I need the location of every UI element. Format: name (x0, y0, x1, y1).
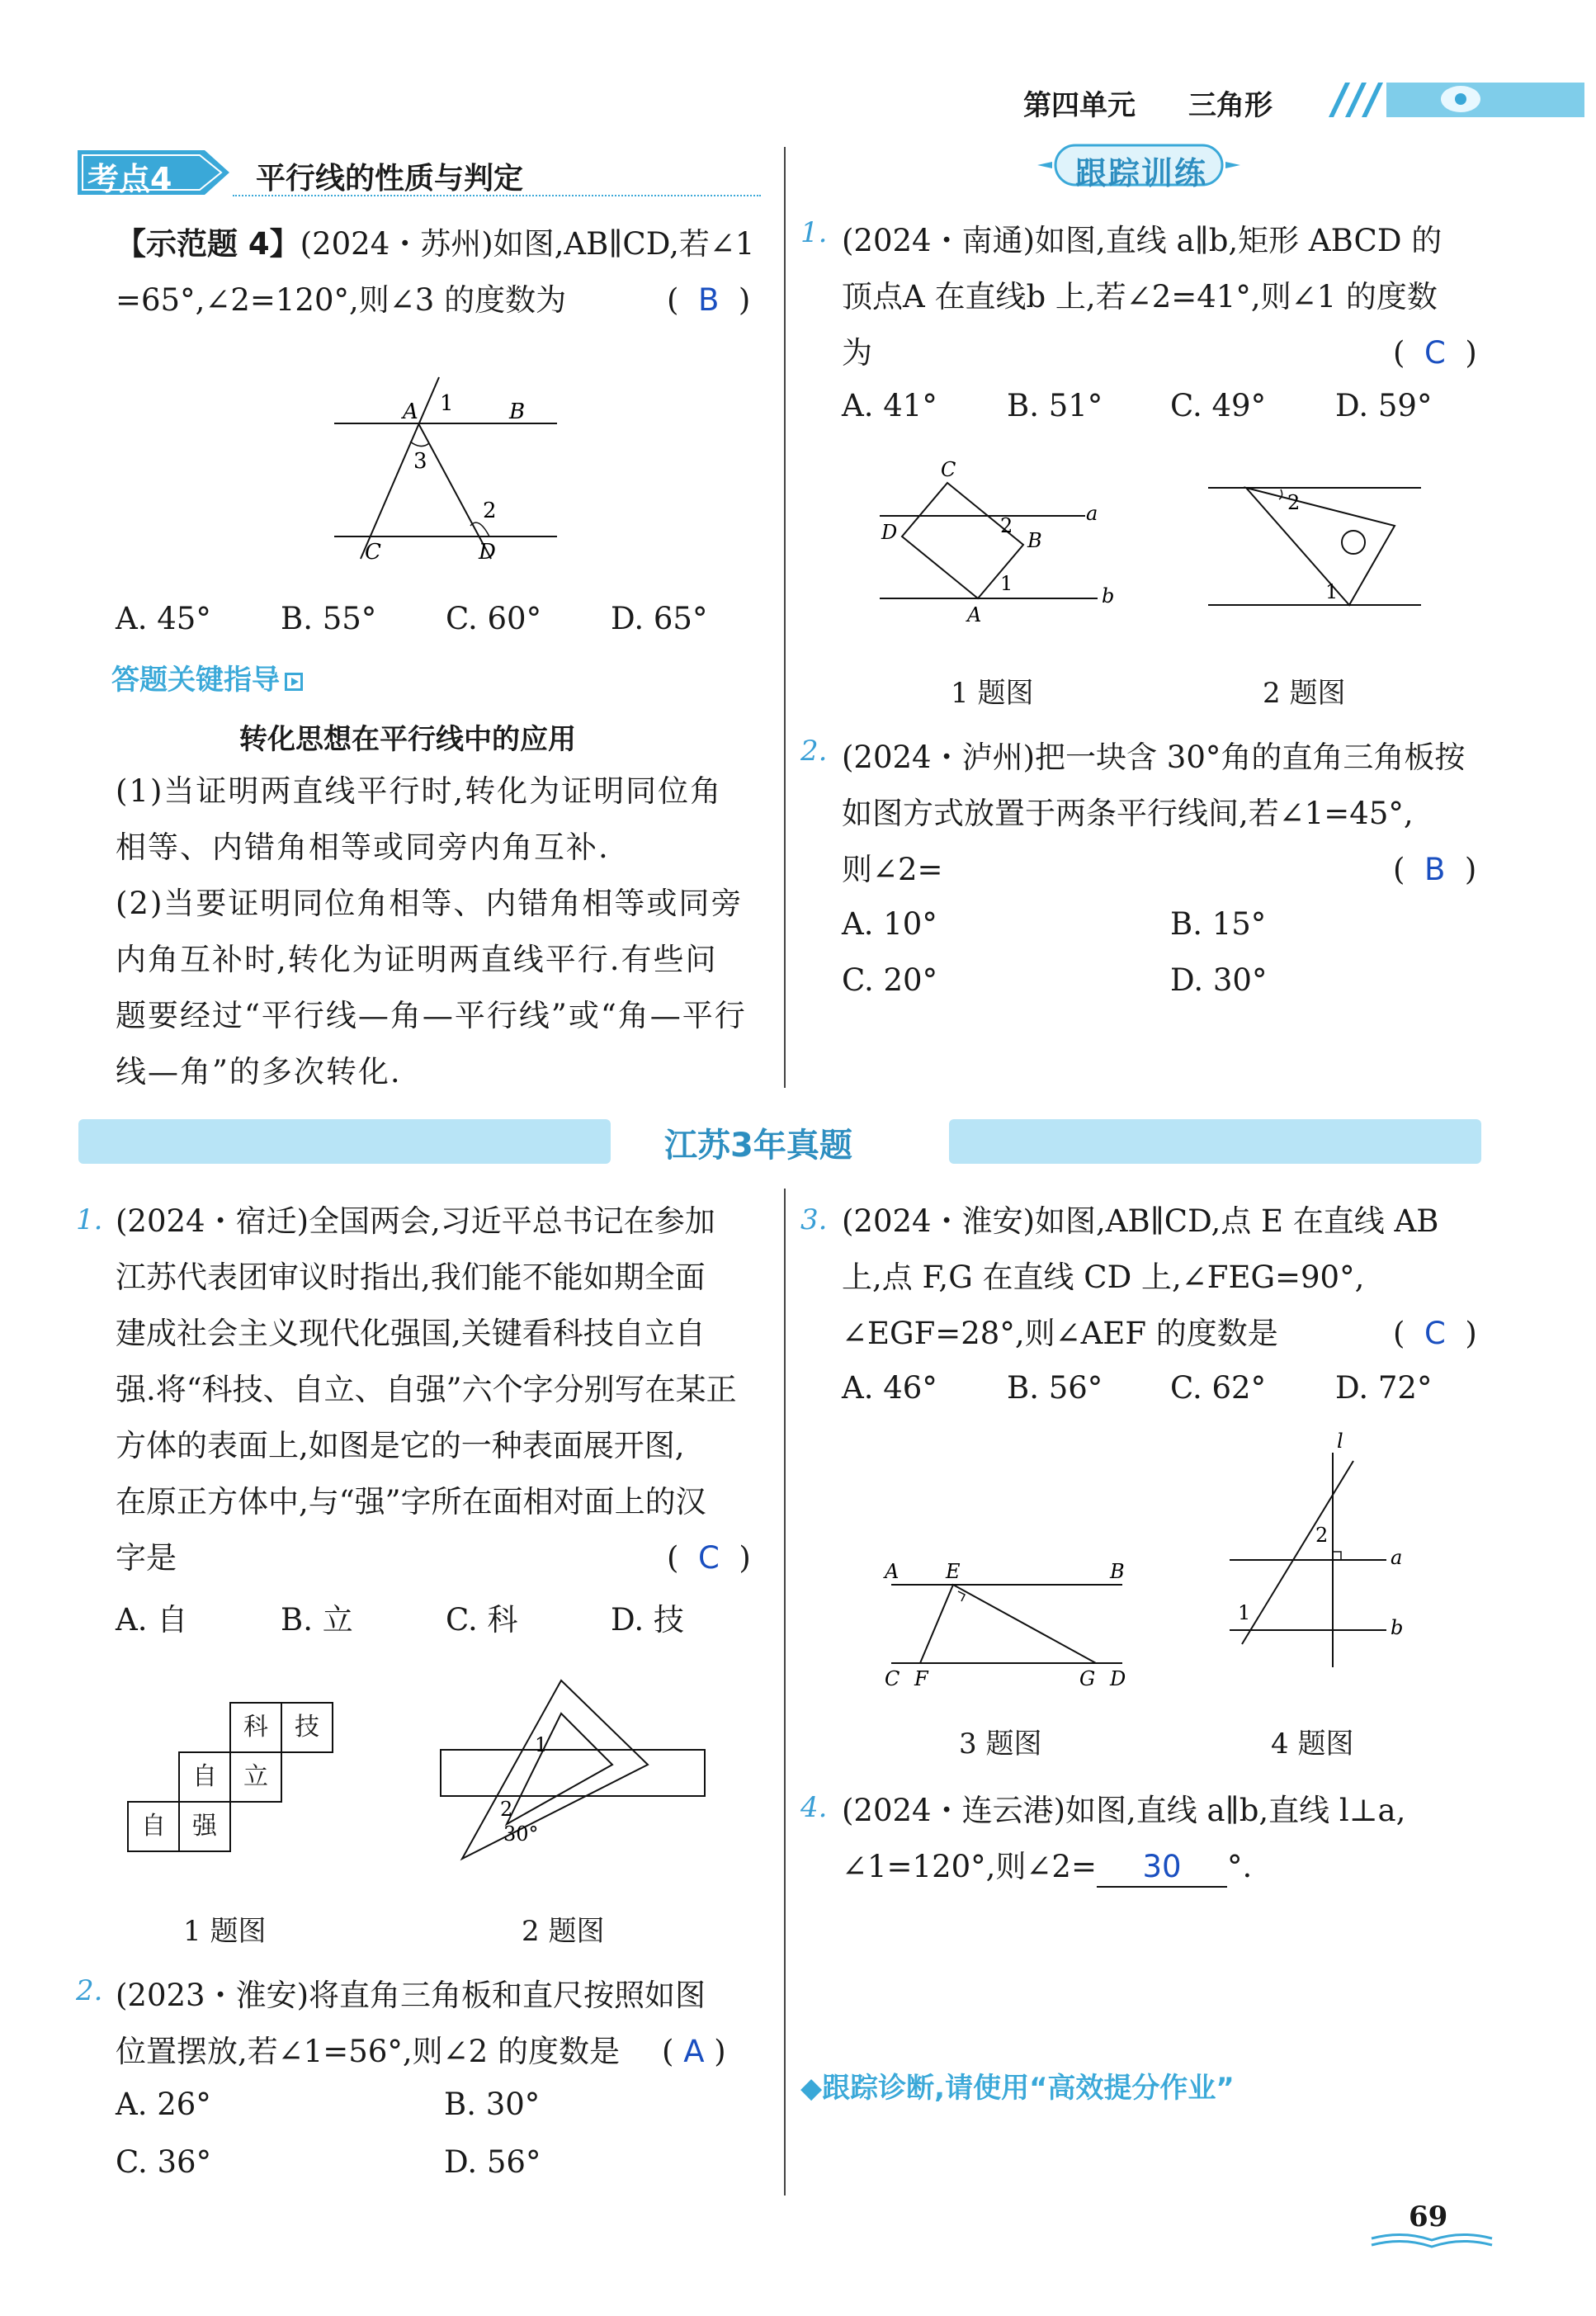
tracking-fig1-label-B: B (1027, 529, 1042, 552)
tracking-fig1-label-D: D (881, 521, 898, 544)
tracking-fig2-label-1: 1 (1325, 580, 1339, 603)
s2-q1-answer-bracket: ( C ) (667, 1540, 751, 1576)
book-icon (1370, 2229, 1494, 2250)
s2-q4-answer: 30 (1142, 1849, 1182, 1884)
q-line: 则∠2= (842, 852, 943, 887)
s2-q3-option-c: C. 62° (1170, 1370, 1267, 1406)
net-cell: 强 (178, 1801, 231, 1852)
q-line: 字是 (116, 1540, 177, 1576)
s2-q3-answer: C (1424, 1316, 1446, 1351)
example-fig-label-D: D (479, 540, 496, 565)
q-line: 为 (842, 335, 872, 371)
s2-q3-option-b: B. 56° (1007, 1370, 1103, 1406)
s2-fig3-label-G: G (1079, 1667, 1096, 1690)
tracking-q2-number: 2. (800, 735, 828, 768)
tracking-q1-option-d: D. 59° (1335, 388, 1433, 423)
s2-q3-option-a: A. 46° (842, 1370, 937, 1406)
tracking-fig1 (875, 458, 1122, 623)
tracking-header (1036, 142, 1242, 191)
guide-line: 线—角”的多次转化. (116, 1054, 402, 1089)
net-cell: 自 (178, 1751, 231, 1803)
q-line: 如图方式放置于两条平行线间,若∠1=45°, (842, 796, 1414, 831)
guide-title (111, 657, 303, 697)
tracking-q1-option-a: A. 41° (842, 388, 937, 423)
net-cell: 科 (229, 1702, 282, 1753)
tracking-q2-option-a: A. 10° (842, 906, 937, 942)
s2-fig4-label-1: 1 (1238, 1601, 1251, 1624)
example-option-a: A. 45° (116, 601, 211, 636)
tracking-fig2-label-2: 2 (1287, 491, 1301, 514)
s2-q1-option-d: D. 技 (611, 1602, 684, 1638)
example-answer-bracket: ( B ) (667, 282, 751, 318)
kaodian-underline (233, 195, 761, 196)
q-line: 上,点 F,G 在直线 CD 上,∠FEG=90°, (842, 1260, 1365, 1295)
q-line: 方体的表面上,如图是它的一种表面展开图, (116, 1428, 685, 1463)
net-cell: 技 (281, 1702, 333, 1753)
s2-q1 (116, 1193, 776, 1586)
page-number: 69 (1409, 2200, 1448, 2233)
s2-q1-option-a: A. 自 (116, 1602, 188, 1638)
footer-note: ◆跟踪诊断,请使用“高效提分作业” (800, 2072, 1235, 2105)
tracking-caption-1: 1 题图 (951, 677, 1034, 710)
column-divider-top (784, 147, 786, 1088)
s2-q3 (842, 1193, 1576, 1362)
q-line: 位置摆放,若∠1=56°,则∠2 的度数是 (116, 2034, 620, 2069)
cube-net (124, 1702, 338, 1859)
tracking-q2-option-d: D. 30° (1170, 962, 1268, 998)
tracking-q2-option-c: C. 20° (842, 962, 938, 998)
s2-q4-answer-blank (1097, 1848, 1227, 1888)
guide-line: (2)当要证明同位角相等、内错角相等或同旁 (116, 886, 744, 921)
s2-caption-3: 3 题图 (959, 1728, 1042, 1761)
s2-caption-2: 2 题图 (522, 1915, 605, 1948)
example-fig-label-A: A (403, 399, 418, 424)
tracking-q1-option-b: B. 51° (1007, 388, 1103, 423)
q-line: (2024・淮安)如图,AB∥CD,点 E 在直线 AB (842, 1203, 1439, 1239)
tracking-fig1-label-b: b (1102, 584, 1115, 607)
s2-fig3 (875, 1552, 1147, 1692)
s2-q2-option-d: D. 56° (444, 2144, 541, 2180)
guide-line: (1)当证明两直线平行时,转化为证明同位角 (116, 773, 723, 809)
tracking-q1 (842, 213, 1576, 381)
s2-q1-number: 1. (76, 1203, 103, 1236)
tracking-q1-number: 1. (800, 216, 828, 249)
example-option-b: B. 55° (281, 601, 377, 636)
q-line: 顶点A 在直线b 上,若∠2=41°,则∠1 的度数 (842, 279, 1438, 314)
s2-q2-number: 2. (76, 1974, 103, 2007)
s2-q3-number: 3. (800, 1203, 828, 1236)
s2-fig2 (437, 1676, 710, 1865)
tracking-fig1-label-C: C (941, 458, 956, 481)
s2-fig2-label-2: 2 (500, 1798, 513, 1821)
q-line: (2024・宿迁)全国两会,习近平总书记在参加 (116, 1203, 715, 1239)
tracking-fig1-label-A: A (967, 603, 982, 623)
q-line: 江苏代表团审议时指出,我们能不能如期全面 (116, 1260, 706, 1295)
page-header (1023, 76, 1584, 125)
s2-q2-answer-bracket: ( A ) (662, 2034, 726, 2069)
column-divider-bottom (784, 1189, 786, 2195)
section2-band-left (78, 1119, 611, 1164)
s2-fig4-label-a: a (1391, 1546, 1403, 1569)
q-line: 强.将“科技、自立、自强”六个字分别写在某正 (116, 1372, 737, 1407)
s2-q4 (842, 1783, 1576, 1895)
tracking-q1-answer: C (1424, 335, 1446, 371)
q-line: ∠1=120°,则∠2= (842, 1849, 1097, 1884)
s2-fig2-label-1: 1 (535, 1733, 548, 1756)
q-line: ∠EGF=28°,则∠AEF 的度数是 (842, 1316, 1278, 1351)
q-line: (2024・泸州)把一块含 30°角的直角三角板按 (842, 740, 1466, 775)
guide-line: 题要经过“平行线—角—平行线”或“角—平行 (116, 998, 747, 1033)
s2-fig3-label-A: A (885, 1560, 900, 1583)
s2-q2-option-c: C. 36° (116, 2144, 212, 2180)
kaodian-title: 平行线的性质与判定 (256, 162, 524, 196)
example-question (116, 216, 767, 328)
guide-title-text: 答题关键指导 (111, 664, 280, 697)
s2-fig2-label-30: 30° (503, 1822, 539, 1846)
example-figure (326, 376, 565, 565)
s2-fig3-label-C: C (885, 1667, 900, 1690)
s2-fig3-label-F: F (914, 1667, 928, 1690)
tracking-q2-option-b: B. 15° (1170, 906, 1267, 942)
net-cell: 立 (229, 1751, 282, 1803)
example-option-d: D. 65° (611, 601, 708, 636)
s2-caption-1: 1 题图 (183, 1915, 267, 1948)
tracking-q2-answer: B (1424, 852, 1446, 887)
s2-fig4-label-2: 2 (1315, 1524, 1329, 1547)
tracking-q1-option-c: C. 49° (1170, 388, 1267, 423)
kaodian-header (76, 147, 761, 198)
example-fig-label-3: 3 (413, 449, 427, 474)
example-fig-label-1: 1 (440, 391, 454, 416)
s2-q2-answer: A (683, 2034, 705, 2069)
tracking-q1-answer-bracket: ( C ) (1393, 335, 1477, 371)
example-fig-label-C: C (365, 540, 381, 565)
q-line: (2024・南通)如图,直线 a∥b,矩形 ABCD 的 (842, 223, 1443, 258)
tracking-fig2 (1205, 475, 1428, 615)
net-cell: 自 (127, 1801, 180, 1852)
example-fig-label-2: 2 (483, 499, 497, 523)
q-line: (2024・连云港)如图,直线 a∥b,直线 l⊥a, (842, 1793, 1406, 1828)
q-line: (2023・淮安)将直角三角板和直尺按照如图 (116, 1978, 706, 2013)
s2-fig3-label-B: B (1110, 1560, 1125, 1583)
s2-caption-4: 4 题图 (1271, 1728, 1354, 1761)
s2-q4-suffix: °. (1226, 1849, 1253, 1884)
kaodian-badge: 考点4 (87, 161, 172, 197)
s2-fig4 (1221, 1428, 1428, 1676)
example-answer: B (697, 282, 720, 318)
tracking-fig1-label-2: 2 (1000, 514, 1013, 537)
play-icon (285, 673, 303, 691)
s2-q3-answer-bracket: ( C ) (1393, 1316, 1477, 1351)
tracking-fig1-label-a: a (1086, 502, 1098, 525)
s2-q2 (116, 1968, 776, 2080)
s2-q1-answer: C (697, 1540, 720, 1576)
unit-label: 第四单元 (1023, 89, 1136, 122)
tracking-title: 跟踪训练 (1075, 155, 1208, 191)
tracking-fig1-label-1: 1 (1000, 572, 1013, 595)
tracking-caption-2: 2 题图 (1263, 677, 1346, 710)
guide-line: 相等、内错角相等或同旁内角互补. (116, 830, 610, 865)
example-fig-label-B: B (509, 399, 526, 424)
chapter-label: 三角形 (1188, 89, 1273, 122)
example-option-c: C. 60° (446, 601, 542, 636)
section2-band-right (949, 1119, 1481, 1164)
example-line1: (2024・苏州)如图,AB∥CD,若∠1 (300, 226, 755, 262)
guide-subtitle: 转化思想在平行线中的应用 (239, 723, 576, 756)
s2-q4-number: 4. (800, 1791, 828, 1824)
tracking-q2-answer-bracket: ( B ) (1393, 852, 1477, 887)
q-line: 建成社会主义现代化强国,关键看科技自立自 (116, 1316, 706, 1351)
s2-fig4-label-l: l (1337, 1430, 1343, 1453)
tracking-q2 (842, 730, 1576, 898)
s2-q1-option-b: B. 立 (281, 1602, 353, 1638)
s2-q2-option-b: B. 30° (444, 2087, 541, 2122)
guide-body (116, 763, 767, 1100)
s2-q3-option-d: D. 72° (1335, 1370, 1433, 1406)
s2-fig3-label-D: D (1110, 1667, 1126, 1690)
s2-q2-option-a: A. 26° (116, 2087, 211, 2122)
example-line2: =65°,∠2=120°,则∠3 的度数为 (116, 282, 567, 318)
s2-fig3-label-E: E (946, 1560, 961, 1583)
s2-q1-option-c: C. 科 (446, 1602, 518, 1638)
section2-title: 江苏3年真题 (664, 1127, 852, 1165)
s2-fig4-label-b: b (1391, 1616, 1404, 1639)
header-decoration (1296, 76, 1584, 125)
guide-line: 内角互补时,转化为证明两直线平行.有些问 (116, 942, 718, 977)
example-tag: 【示范题 4】 (116, 226, 300, 262)
q-line: 在原正方体中,与“强”字所在面相对面上的汉 (116, 1484, 706, 1520)
